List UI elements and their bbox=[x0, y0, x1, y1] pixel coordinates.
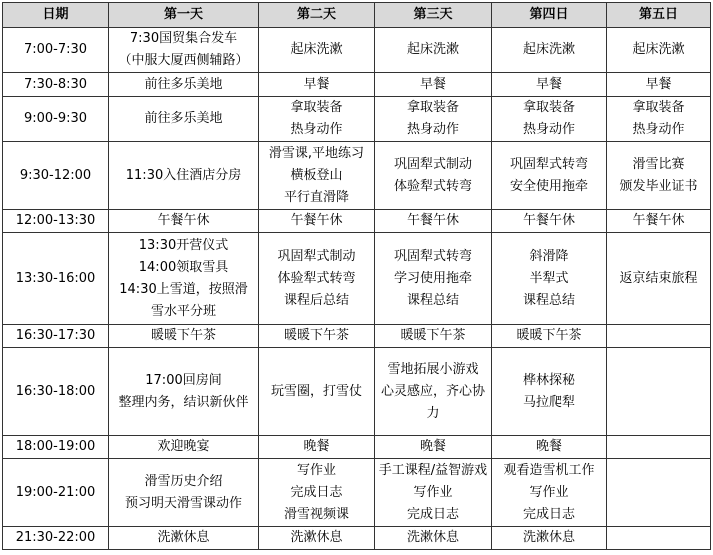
activity-line: 滑雪课,平地练习 bbox=[268, 145, 365, 161]
activity-cell bbox=[607, 233, 711, 325]
activity-cell bbox=[375, 459, 492, 527]
activity-line: 11:30入住酒店分房 bbox=[125, 167, 242, 183]
activity-line: 午餐午休 bbox=[632, 213, 685, 228]
time-cell: 21:30-22:00 bbox=[3, 527, 109, 550]
activity-line: 巩固犁式制动 bbox=[393, 156, 472, 172]
activity-line: 洗漱休息 bbox=[157, 530, 210, 545]
activity-cell bbox=[109, 210, 259, 233]
activity-line: 体验犁式转弯 bbox=[277, 270, 356, 286]
activity-line: （中服大厦西侧辅路） bbox=[118, 53, 249, 68]
activity-line: 横板登山 bbox=[290, 167, 343, 183]
activity-line: 起床洗漱 bbox=[632, 42, 685, 57]
activity-cell bbox=[109, 527, 259, 550]
activity-line: 17:00回房间 bbox=[145, 372, 222, 388]
activity-cell bbox=[259, 233, 375, 325]
time-cell: 9:00-9:30 bbox=[3, 97, 109, 142]
time-cell: 12:00-13:30 bbox=[3, 210, 109, 233]
activity-line: 雪地拓展小游戏 bbox=[387, 361, 479, 377]
table-row bbox=[3, 459, 711, 527]
activity-line: 晚餐 bbox=[419, 439, 446, 454]
header-day-2: 第二天 bbox=[259, 3, 375, 28]
activity-line: 午餐午休 bbox=[406, 213, 459, 228]
activity-cell bbox=[492, 325, 607, 348]
activity-line: 拿取装备 bbox=[406, 100, 459, 115]
activity-line: 力 bbox=[426, 405, 440, 421]
activity-line: 滑雪历史介绍 bbox=[144, 473, 223, 489]
activity-cell bbox=[375, 28, 492, 73]
activity-cell bbox=[492, 73, 607, 97]
activity-line: 巩固犁式转弯 bbox=[509, 156, 588, 172]
activity-cell bbox=[375, 436, 492, 459]
activity-line: 巩固犁式转弯 bbox=[393, 248, 472, 264]
activity-cell bbox=[109, 459, 259, 527]
activity-cell bbox=[492, 348, 607, 436]
activity-cell bbox=[492, 436, 607, 459]
activity-cell bbox=[492, 233, 607, 325]
activity-cell bbox=[109, 233, 259, 325]
activity-cell bbox=[375, 233, 492, 325]
activity-line: 拿取装备 bbox=[632, 100, 685, 115]
activity-line: 雪水平分班 bbox=[150, 303, 216, 319]
activity-line: 洗漱休息 bbox=[406, 530, 459, 545]
table-row bbox=[3, 142, 711, 210]
activity-cell bbox=[375, 97, 492, 142]
activity-line: 前往多乐美地 bbox=[144, 76, 223, 92]
activity-cell bbox=[607, 97, 711, 142]
activity-cell bbox=[259, 97, 375, 142]
activity-line: 滑雪比赛 bbox=[632, 156, 685, 172]
activity-line: 7:30国贸集合发车 bbox=[129, 31, 238, 46]
header-date: 日期 bbox=[3, 3, 109, 28]
activity-cell bbox=[492, 28, 607, 73]
activity-line: 暖暖下午茶 bbox=[400, 328, 466, 343]
activity-cell bbox=[259, 527, 375, 550]
activity-line: 写作业 bbox=[296, 462, 336, 478]
activity-line: 欢迎晚宴 bbox=[157, 439, 210, 454]
activity-cell bbox=[492, 459, 607, 527]
header-day-3: 第三天 bbox=[375, 3, 492, 28]
schedule-table bbox=[2, 2, 711, 550]
activity-line: 体验犁式转弯 bbox=[393, 178, 472, 194]
activity-line: 起床洗漱 bbox=[406, 42, 459, 57]
activity-line: 写作业 bbox=[413, 484, 453, 500]
activity-line: 早餐 bbox=[535, 76, 562, 92]
activity-cell bbox=[607, 436, 711, 459]
activity-line: 暖暖下午茶 bbox=[283, 328, 349, 343]
time-cell: 7:00-7:30 bbox=[3, 28, 109, 73]
activity-line: 观看造雪机工作 bbox=[503, 462, 595, 478]
table-row bbox=[3, 73, 711, 97]
activity-line: 热身动作 bbox=[290, 122, 343, 137]
activity-line: 洗漱休息 bbox=[290, 530, 343, 545]
activity-line: 前往多乐美地 bbox=[144, 111, 223, 126]
activity-line: 早餐 bbox=[419, 76, 446, 92]
activity-line: 晚餐 bbox=[535, 439, 562, 454]
activity-line: 写作业 bbox=[529, 484, 569, 500]
activity-cell bbox=[259, 325, 375, 348]
activity-cell bbox=[375, 210, 492, 233]
activity-line: 早餐 bbox=[303, 76, 330, 92]
time-cell: 7:30-8:30 bbox=[3, 73, 109, 97]
activity-cell bbox=[259, 28, 375, 73]
activity-cell bbox=[375, 325, 492, 348]
header-day-1: 第一天 bbox=[109, 3, 259, 28]
activity-cell bbox=[109, 436, 259, 459]
activity-cell bbox=[109, 348, 259, 436]
header-day-4: 第四日 bbox=[492, 3, 607, 28]
activity-line: 午餐午休 bbox=[290, 213, 343, 228]
activity-line: 巩固犁式制动 bbox=[277, 248, 356, 264]
time-cell: 9:30-12:00 bbox=[3, 142, 109, 210]
activity-line: 完成日志 bbox=[522, 506, 575, 522]
activity-line: 返京结束旅程 bbox=[619, 270, 698, 286]
activity-line: 课程总结 bbox=[406, 292, 459, 308]
activity-line: 暖暖下午茶 bbox=[516, 328, 582, 343]
activity-line: 拿取装备 bbox=[290, 100, 343, 115]
table-row bbox=[3, 233, 711, 325]
activity-cell bbox=[607, 73, 711, 97]
activity-cell bbox=[492, 527, 607, 550]
activity-cell bbox=[375, 348, 492, 436]
table-row bbox=[3, 97, 711, 142]
activity-line: 拿取装备 bbox=[522, 100, 575, 115]
schedule-body bbox=[3, 28, 711, 550]
activity-cell bbox=[259, 210, 375, 233]
activity-cell bbox=[607, 28, 711, 73]
activity-cell bbox=[259, 459, 375, 527]
activity-cell bbox=[607, 142, 711, 210]
activity-line: 斜滑降 bbox=[529, 248, 569, 264]
activity-line: 晚餐 bbox=[303, 439, 330, 454]
activity-line: 热身动作 bbox=[522, 122, 575, 137]
activity-line: 课程后总结 bbox=[283, 292, 349, 308]
activity-line: 完成日志 bbox=[290, 484, 343, 500]
activity-line: 半犁式 bbox=[529, 270, 569, 286]
activity-cell bbox=[259, 73, 375, 97]
activity-line: 午餐午休 bbox=[522, 213, 575, 228]
activity-line: 热身动作 bbox=[632, 122, 685, 137]
activity-line: 心灵感应，齐心协 bbox=[380, 383, 485, 399]
activity-line: 完成日志 bbox=[406, 506, 459, 522]
activity-cell bbox=[109, 142, 259, 210]
header-day-5: 第五日 bbox=[607, 3, 711, 28]
activity-line: 玩雪圈，打雪仗 bbox=[270, 383, 362, 399]
table-row bbox=[3, 348, 711, 436]
activity-line: 起床洗漱 bbox=[290, 42, 343, 57]
activity-cell bbox=[109, 325, 259, 348]
activity-line: 马拉爬犁 bbox=[522, 394, 575, 410]
activity-cell bbox=[375, 527, 492, 550]
header-row bbox=[3, 3, 711, 28]
time-cell: 18:00-19:00 bbox=[3, 436, 109, 459]
activity-cell bbox=[109, 97, 259, 142]
table-row bbox=[3, 210, 711, 233]
activity-line: 平行直滑降 bbox=[283, 189, 349, 205]
activity-line: 滑雪视频课 bbox=[283, 506, 349, 522]
activity-cell bbox=[607, 348, 711, 436]
activity-line: 暖暖下午茶 bbox=[150, 328, 216, 343]
activity-line: 整理内务，结识新伙伴 bbox=[118, 394, 249, 410]
time-cell: 19:00-21:00 bbox=[3, 459, 109, 527]
activity-cell bbox=[607, 210, 711, 233]
activity-cell bbox=[607, 325, 711, 348]
activity-line: 洗漱休息 bbox=[522, 530, 575, 545]
activity-cell bbox=[492, 97, 607, 142]
activity-line: 14:00领取雪具 bbox=[138, 259, 229, 275]
activity-cell bbox=[492, 210, 607, 233]
activity-cell bbox=[607, 459, 711, 527]
table-row bbox=[3, 28, 711, 73]
activity-cell bbox=[492, 142, 607, 210]
activity-line: 13:30开营仪式 bbox=[138, 237, 229, 253]
activity-cell bbox=[259, 142, 375, 210]
time-cell: 16:30-17:30 bbox=[3, 325, 109, 348]
activity-cell bbox=[375, 142, 492, 210]
activity-cell bbox=[375, 73, 492, 97]
activity-line: 起床洗漱 bbox=[522, 42, 575, 57]
activity-cell bbox=[109, 73, 259, 97]
table-row bbox=[3, 527, 711, 550]
activity-line: 早餐 bbox=[645, 76, 672, 92]
activity-line: 桦林探秘 bbox=[522, 372, 575, 388]
activity-line: 学习使用拖牵 bbox=[393, 270, 472, 286]
table-row bbox=[3, 325, 711, 348]
activity-line: 午餐午休 bbox=[157, 213, 210, 228]
activity-cell bbox=[109, 28, 259, 73]
activity-line: 课程总结 bbox=[522, 292, 575, 308]
time-cell: 16:30-18:00 bbox=[3, 348, 109, 436]
activity-line: 手工课程/益智游戏 bbox=[378, 462, 488, 478]
activity-cell bbox=[259, 348, 375, 436]
activity-line: 颁发毕业证书 bbox=[619, 178, 698, 194]
activity-line: 预习明天滑雪课动作 bbox=[124, 495, 242, 511]
activity-cell bbox=[259, 436, 375, 459]
activity-line: 安全使用拖牵 bbox=[509, 178, 588, 194]
activity-cell bbox=[607, 527, 711, 550]
table-row bbox=[3, 436, 711, 459]
time-cell: 13:30-16:00 bbox=[3, 233, 109, 325]
activity-line: 热身动作 bbox=[406, 122, 459, 137]
activity-line: 14:30上雪道，按照滑 bbox=[119, 281, 248, 297]
